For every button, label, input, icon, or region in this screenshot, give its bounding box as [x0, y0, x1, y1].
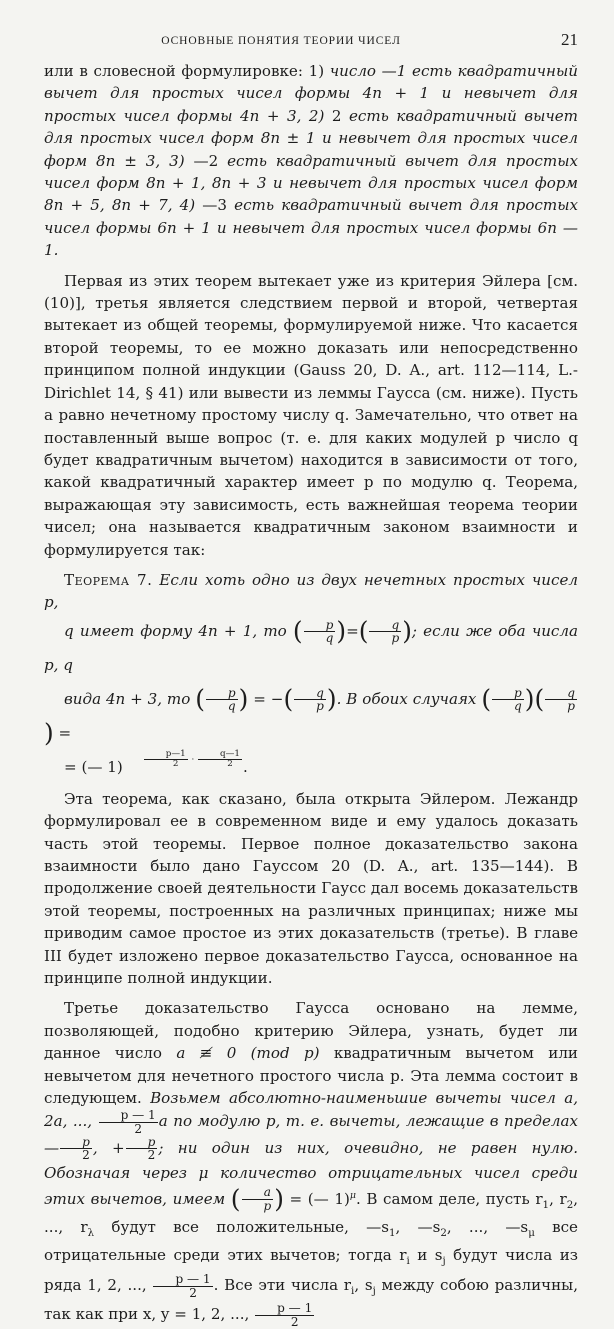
legendre-p-q: ( $\frac{p}{q}$ ): [292, 616, 347, 646]
paragraph-3: Эта теорема, как сказано, была открыта Эйлером. Лежандр формулировал ее в современном виде и ему удалось доказать часть этой теоремы. Первое полное доказательство закона взаимности было дано Гауссом 20 (D. A., art. 135—144). В продолжение своей деятельности Гаусс дал восемь доказательств этой теоремы, построенных на различных принципах; ниже мы приводим самое простое из этих доказательств (третье). В главе III будет изложено первое доказательство Гаусса, основанное на принципе полной индукции.: [44, 789, 578, 987]
body-text: [44, 60, 578, 1329]
theorem-7: Теорема 7. Если хоть одно из двух нечетных простых чисел p, q имеет форму 4n + 1, то ( $\frac{p}{q}$ )=( $\frac{q}{p}$ ); если же оба числа p, q вида 4n + 3, то ( $\frac{p}{q}$ ) = −( $\frac{q}{p}$ ). В обоих случаях ( $\frac{p}{q}$ )( $\frac{q}{p}$ ) = = (— 1) $\frac{p—1}{2}$ · $\frac{q—1}{2}$ .: [44, 570, 578, 776]
reciprocity-exponent: $\frac{p—1}{2}$ · $\frac{q—1}{2}$: [123, 750, 243, 769]
running-header: [44, 30, 578, 60]
paragraph-2: Первая из этих теорем вытекает уже из критерия Эйлера [см. (10)], третья является следствием первой и второй, четвертая вытекает из общей теоремы, формулируемой ниже. Что касается второй теоремы, то ее можно доказать или непосредственно принципом полной индукции (Gauss 20, D. A., art. 112—114, L.-Dirichlet 14, § 41) или вывести из леммы Гаусса (см. ниже). Пусть a равно нечетному простому числу q. Замечательно, что ответ на поставленный выше вопрос (т. е. для каких модулей p число q будет квадратичным вычетом) находится в зависимости от того, какой квадратичный характер имеет p по модулю q. Теорема, выражающая эту зависимость, есть важнейшая теорема теории чисел; она называется квадратичным законом взаимности и формулируется так:: [44, 271, 578, 559]
theorem-label: Теорема 7.: [64, 570, 153, 589]
paragraph-1: или в словесной формулировке: 1) число —1 есть квадратичный вычет для простых чисел формы 4n + 1 и невычет для простых чисел формы 4n + 3, 2) 2 есть квадратичный вычет для простых чисел форм 8n ± 1 и невычет для простых чисел форм 8n ± 3, 3) —2 есть квадратичный вычет для простых чисел форм 8n + 1, 8n + 3 и невычет для простых чисел форм 8n + 5, 8n + 7, 4) —3 есть квадратичный вычет для простых чисел формы 6n + 1 и невычет для простых чисел формы 6n — 1.: [44, 62, 579, 260]
page-number: 21: [561, 30, 578, 49]
paragraph-4: Третье доказательство Гаусса основано на лемме, позволяющей, подобно критерию Эйлера, узнать, будет ли данное число a ≢ 0 (mod p) квадратичным вычетом или невычетом для нечетного простого числа p. Эта лемма состоит в следующем. Возьмем абсолютно-наименьшие вычеты чисел a, 2a, ..., $\frac{p — 1}{2}$ a по модулю p, т. е. вычеты, лежащие в пределах — $\frac{p}{2}$ , + $\frac{p}{2}$ ; ни один из них, очевидно, не равен нулю. Обозначая через μ количество отрицательных чисел среди этих вычетов, имеем ( $\frac{a}{p}$ ) = (— 1)$^\mu$. В самом деле, пусть $r_1$, $r_2$, ..., $r_\lambda$ будут все положительные, $—s_1$, $—s_2$, ..., $—s_\mu$ все отрицательные среди этих вычетов; тогда $r_i$ и $s_j$ будут числа из ряда 1, 2, ..., $\frac{p — 1}{2}$ . Все эти числа $r_i$, $s_j$ между собою различны, так как при x, y = 1, 2, ..., $\frac{p — 1}{2}$: [44, 999, 579, 1329]
legendre-q-p: ( $\frac{q}{p}$ ): [358, 616, 412, 646]
running-title: ОСНОВНЫЕ ПОНЯТИЯ ТЕОРИИ ЧИСЕЛ: [161, 35, 401, 47]
